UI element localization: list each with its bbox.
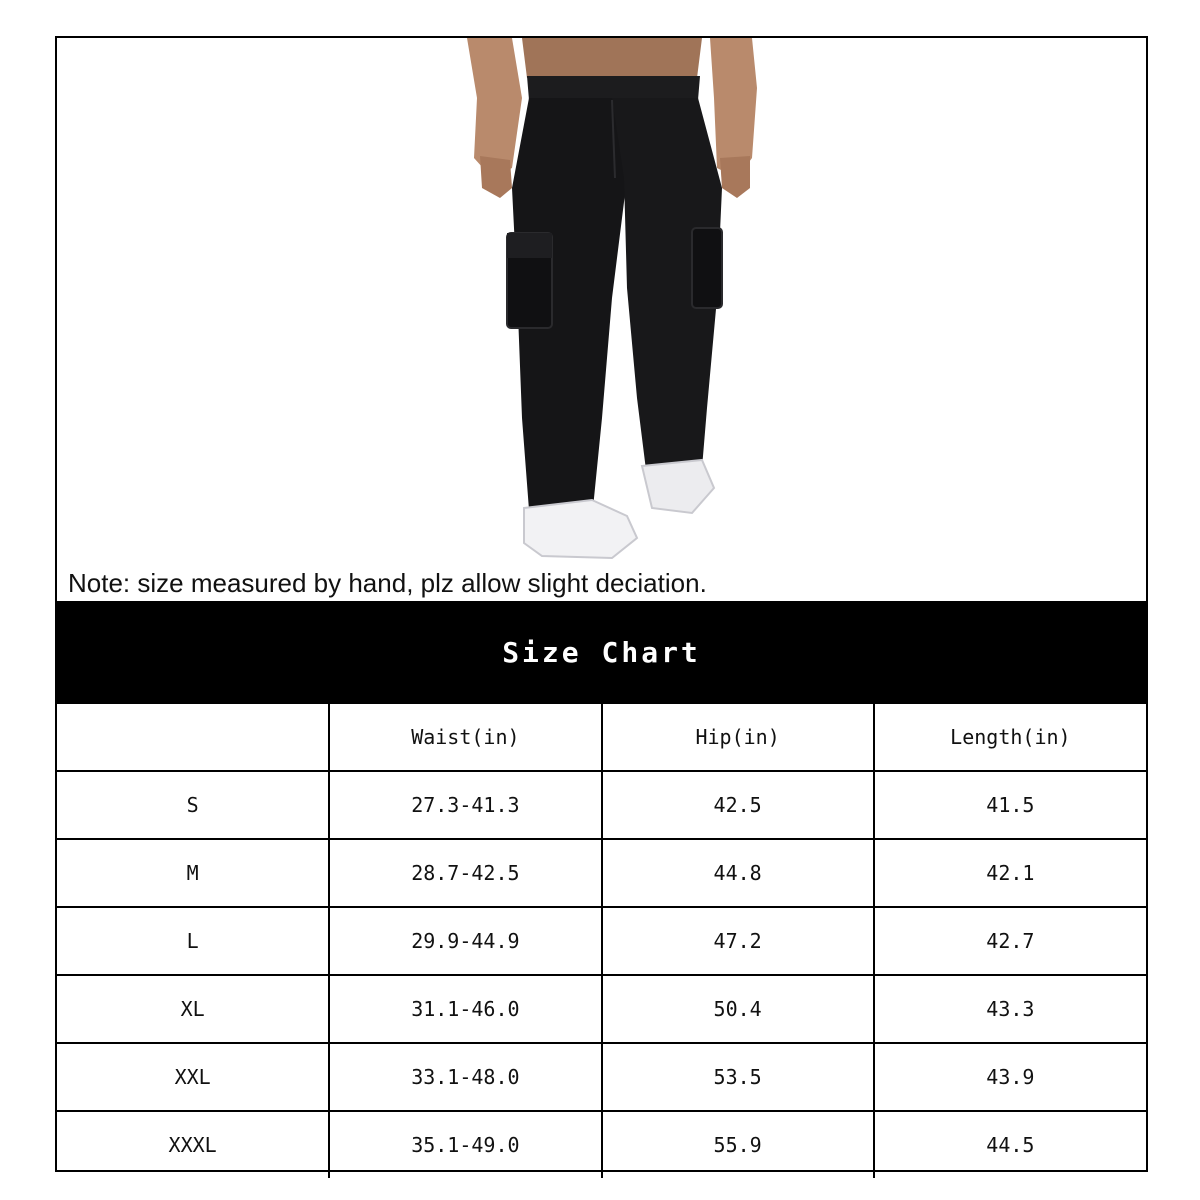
product-photo-area [57,38,1146,601]
waist-cell: 31.1-46.0 [329,975,601,1043]
length-cell: 41.5 [874,771,1146,839]
size-cell: XXXL [57,1111,329,1178]
table-row [57,975,1146,1043]
waist-cell: 29.9-44.9 [329,907,601,975]
hip-cell: 47.2 [602,907,874,975]
waist-cell: 28.7-42.5 [329,839,601,907]
size-table [57,704,1146,1178]
table-row [57,839,1146,907]
hip-cell: 44.8 [602,839,874,907]
size-cell: M [57,839,329,907]
length-cell: 43.3 [874,975,1146,1043]
measurement-note: Note: size measured by hand, plz allow slight deciation. [68,568,707,598]
table-row [57,1111,1146,1178]
hip-cell: 50.4 [602,975,874,1043]
header-cell-hip: Hip(in) [602,704,874,771]
hip-cell: 53.5 [602,1043,874,1111]
size-chart-title: Size Chart [502,636,701,669]
waist-cell: 33.1-48.0 [329,1043,601,1111]
header-cell-length: Length(in) [874,704,1146,771]
size-cell: L [57,907,329,975]
table-header-row [57,704,1146,771]
hip-cell: 42.5 [602,771,874,839]
size-cell: XL [57,975,329,1043]
waist-cell: 27.3-41.3 [329,771,601,839]
size-cell: XXL [57,1043,329,1111]
length-cell: 42.7 [874,907,1146,975]
header-cell-waist: Waist(in) [329,704,601,771]
length-cell: 42.1 [874,839,1146,907]
length-cell: 43.9 [874,1043,1146,1111]
table-row [57,907,1146,975]
cargo-pants-image [452,38,772,568]
table-row [57,771,1146,839]
size-chart-frame [55,36,1148,1172]
hip-cell: 55.9 [602,1111,874,1178]
table-row [57,1043,1146,1111]
waist-cell: 35.1-49.0 [329,1111,601,1178]
size-cell: S [57,771,329,839]
size-chart-banner [57,601,1146,704]
length-cell: 44.5 [874,1111,1146,1178]
header-cell-size [57,704,329,771]
